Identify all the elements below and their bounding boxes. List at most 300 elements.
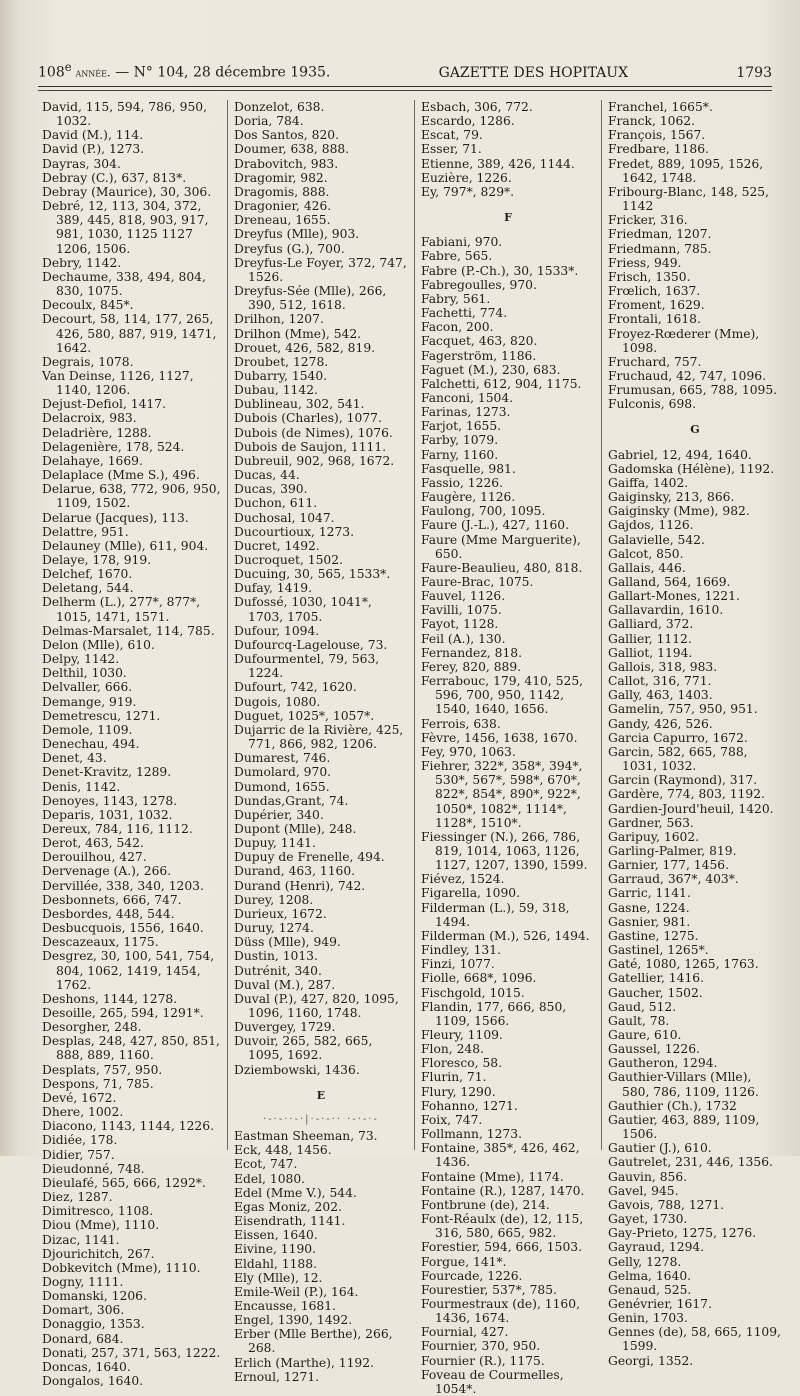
index-entry: Didier, 757. [42, 1147, 115, 1162]
index-entry: Gabriel, 12, 494, 1640. [608, 447, 752, 462]
index-entry: Esbach, 306, 772. [421, 100, 533, 114]
index-entry: Fruchard, 757. [608, 354, 702, 369]
index-entry: Fassio, 1226. [421, 475, 504, 490]
index-entry: Flandin, 177, 666, 850, 1109, 1566. [421, 999, 567, 1028]
index-entry: Dreyfus (G.), 700. [234, 241, 345, 256]
index-entry: Gaiginsky (Mme), 982. [608, 504, 750, 519]
index-entry: Esser, 71. [421, 142, 482, 157]
index-entry: Frisch, 1350. [608, 269, 691, 284]
index-entry: Garling-Palmer, 819. [608, 843, 737, 858]
index-entry: Gaucher, 1502. [608, 985, 703, 1000]
index-entry: Duruy, 1274. [234, 921, 314, 936]
index-entry: Fabiani, 970. [421, 235, 503, 250]
index-entry: Dumolard, 970. [234, 765, 332, 780]
index-entry: Despons, 71, 785. [42, 1076, 154, 1091]
index-entry: Genévrier, 1617. [608, 1296, 712, 1311]
index-entry: Durey, 1208. [234, 892, 314, 907]
index-entry: Galliard, 372. [608, 617, 694, 632]
index-entry: Ernoul, 1271. [234, 1369, 320, 1384]
index-entry: Edel, 1080. [234, 1171, 306, 1186]
index-entry: Delarue (Jacques), 113. [42, 510, 189, 525]
index-entry: Farinas, 1273. [421, 405, 511, 420]
index-entry: Dujarric de la Rivière, 425, 771, 866, 982, 1206. [234, 722, 404, 752]
index-entry: Dubau, 1142. [234, 383, 318, 398]
index-entry: Deshons, 1144, 1278. [42, 991, 178, 1006]
index-entry: Gault, 78. [608, 1013, 670, 1028]
index-entry: Delagenière, 178, 524. [42, 439, 185, 454]
index-entry: Galcot, 850. [608, 546, 684, 561]
index-entry: Debré, 12, 113, 304, 372, 389, 445, 818, 903, 917, 981, 1030, 1125 1127 1206, 1506. [42, 199, 209, 256]
index-entry: Fischgold, 1015. [421, 985, 525, 1000]
index-entry: Fourmestraux (de), 1160, 1436, 1674. [421, 1296, 580, 1326]
section-letter: E [316, 1088, 326, 1102]
index-entry: Desorgher, 248. [42, 1020, 142, 1035]
index-entry: Georgi, 1352. [608, 1353, 694, 1368]
index-entry: Gay-Prieto, 1275, 1276. [608, 1226, 757, 1241]
index-entry: Fontaine (R.), 1287, 1470. [421, 1183, 585, 1198]
index-entry: Doncas, 1640. [42, 1359, 131, 1374]
index-entry: Floresco, 58. [421, 1056, 502, 1071]
index-entry: Dupérier, 340. [234, 807, 324, 822]
index-entry: Desoille, 265, 594, 1291*. [42, 1006, 204, 1020]
index-entry: Gatellier, 1416. [608, 971, 704, 986]
index-entry: Gastinel, 1265*. [608, 943, 709, 958]
index-entry: Flon, 248. [421, 1042, 484, 1057]
index-entry: Falchetti, 612, 904, 1175. [421, 376, 582, 391]
index-entry: Ducret, 1492. [234, 538, 320, 553]
index-entry: Fleury, 1109. [421, 1028, 503, 1042]
index-entry: Delthil, 1030. [42, 666, 127, 681]
index-entry: Encausse, 1681. [234, 1298, 336, 1313]
index-entry: Fontaine, 385*, 426, 462, 1436. [421, 1141, 580, 1170]
index-entry: Delaye, 178, 919. [42, 553, 152, 567]
index-entry: Denechau, 494. [42, 737, 140, 752]
volume-suffix: e [64, 60, 72, 74]
index-entry: Gasnier, 981. [608, 914, 691, 929]
index-entry: Garraud, 367*, 403*. [608, 872, 739, 887]
index-entry: Dragonier, 426. [234, 199, 332, 214]
index-entry: Delattre, 951. [42, 524, 129, 539]
index-entry: Fernandez, 818. [421, 645, 523, 660]
index-entry: Desbordes, 448, 544. [42, 906, 175, 921]
index-entry: Gallavardin, 1610. [608, 603, 724, 618]
index-entry: Devé, 1672. [42, 1090, 117, 1105]
index-entry: Duchosal, 1047. [234, 510, 335, 525]
index-entry: Garnier, 177, 1456. [608, 858, 729, 873]
index-entry: Duchon, 611. [234, 496, 318, 511]
index-entry: Gardère, 774, 803, 1192. [608, 787, 765, 802]
index-entry: Diacono, 1143, 1144, 1226. [42, 1119, 214, 1134]
index-entry: Faugère, 1126. [421, 490, 516, 505]
index-entry: Fohanno, 1271. [421, 1098, 518, 1113]
index-entry: Feil (A.), 130. [421, 631, 506, 646]
index-entry: Gamelin, 757, 950, 951. [608, 702, 758, 717]
index-entry: Friess, 949. [608, 255, 682, 270]
index-entry: Drabovitch, 983. [234, 156, 339, 171]
section-letter: G [690, 423, 700, 437]
index-entry: Delaplace (Mme S.), 496. [42, 468, 200, 483]
index-entry: Delmas-Marsalet, 114, 785. [42, 623, 215, 638]
index-entry: Dizac, 1141. [42, 1232, 120, 1247]
index-entry: Derouilhou, 427. [42, 850, 147, 865]
index-entry: Dufay, 1419. [234, 581, 312, 596]
index-entry: Gautheron, 1294. [608, 1056, 718, 1071]
index-entry: Friedmann, 785. [608, 241, 712, 256]
index-entry: Dubois (de Nimes), 1076. [234, 425, 393, 440]
index-entry: Desbonnets, 666, 747. [42, 892, 182, 907]
index-entry: Callot, 316, 771. [608, 674, 712, 689]
index-entry: Etienne, 389, 426, 1144. [421, 156, 575, 171]
index-entry: Gastine, 1275. [608, 928, 699, 943]
index-entry: Gallois, 318, 983. [608, 659, 718, 674]
index-entry: Debray (C.), 637, 813*. [42, 170, 187, 185]
index-column-4 [601, 100, 788, 1368]
index-entry: Dufourt, 742, 1620. [234, 680, 357, 695]
index-entry: Dobkevitch (Mme), 1110. [42, 1260, 201, 1275]
index-entry: Fabre (P.-Ch.), 30, 1533*. [421, 263, 579, 278]
index-entry: Faure-Beaulieu, 480, 818. [421, 560, 583, 575]
index-entry: Faulong, 700, 1095. [421, 504, 546, 519]
index-entry: Eastman Sheeman, 73. [234, 1129, 378, 1144]
index-entry: Donzelot, 638. [234, 100, 325, 114]
index-entry: David (P.), 1273. [42, 142, 145, 157]
index-entry: Facon, 200. [421, 320, 494, 335]
index-entry: Dhere, 1002. [42, 1105, 124, 1120]
index-entry: Diou (Mme), 1110. [42, 1218, 160, 1233]
index-entry: Garcin, 582, 665, 788, 1031, 1032. [608, 744, 748, 774]
index-entry: Ecot, 747. [234, 1157, 298, 1172]
index-entry: Fèvre, 1456, 1638, 1670. [421, 730, 578, 745]
index-entry: Gallart-Mones, 1221. [608, 589, 740, 604]
index-entry: Djourichitch, 267. [42, 1246, 155, 1261]
index-entry: Forgue, 141*. [421, 1254, 507, 1269]
index-entry: Frœlich, 1637. [608, 284, 701, 299]
index-entry: Dongalos, 1640. [42, 1374, 144, 1389]
index-entry: Garric, 1141. [608, 886, 691, 901]
index-entry: Eldahl, 1188. [234, 1256, 317, 1271]
index-entry: Faguet (M.), 230, 683. [421, 362, 561, 377]
index-entry: Desplats, 757, 950. [42, 1062, 163, 1077]
index-entry: Follmann, 1273. [421, 1127, 522, 1142]
index-entry: Fontbrune (de), 214. [421, 1197, 550, 1212]
index-entry: Egas Moniz, 202. [234, 1199, 342, 1214]
index-entry: Ducas, 390. [234, 482, 308, 497]
index-entry: Friedman, 1207. [608, 227, 712, 242]
index-entry: Dufossé, 1030, 1041*, 1703, 1705. [234, 595, 372, 624]
index-entry: Filderman (M.), 526, 1494. [421, 928, 590, 943]
index-entry: Gautrelet, 231, 446, 1356. [608, 1155, 773, 1170]
index-entry: Gautier (J.), 610. [608, 1141, 712, 1156]
index-entry: Dugois, 1080. [234, 694, 321, 709]
index-entry: Galavielle, 542. [608, 532, 705, 547]
index-entry: Deletang, 544. [42, 581, 134, 596]
index-entry: Dragomis, 888. [234, 184, 330, 199]
index-entry: Gauthier-Villars (Mlle), 580, 786, 1109, 1126. [608, 1070, 759, 1099]
index-entry: Fribourg-Blanc, 148, 525, 1142 [608, 184, 770, 214]
index-entry: Eivine, 1190. [234, 1242, 317, 1257]
index-entry: Farny, 1160. [421, 447, 499, 462]
index-entry: Dimitresco, 1108. [42, 1204, 154, 1219]
index-entry: Fanconi, 1504. [421, 390, 514, 405]
index-entry: Donard, 684. [42, 1331, 124, 1346]
index-entry: Gaiffa, 1402. [608, 475, 689, 490]
index-entry: Dubarry, 1540. [234, 368, 328, 383]
index-entry: Durand (Henri), 742. [234, 878, 366, 893]
section-ornament: ·-·-··-·|·-·-·· ·-·-·- [263, 1113, 379, 1125]
index-entry: Ey, 797*, 829*. [421, 184, 515, 199]
index-entry: Fredet, 889, 1095, 1526, 1642, 1748. [608, 156, 764, 185]
index-entry: Fiessinger (N.), 266, 786, 819, 1014, 1063, 1126, 1127, 1207, 1390, 1599. [421, 829, 588, 873]
index-entry: Eck, 448, 1456. [234, 1143, 332, 1158]
index-entry: Dupuy, 1141. [234, 836, 316, 851]
index-entry: Gajdos, 1126. [608, 518, 694, 533]
index-entry: Fasquelle, 981. [421, 461, 516, 476]
index-entry: Garipuy, 1602. [608, 829, 700, 844]
index-entry: Dubois de Saujon, 1111. [234, 439, 387, 454]
index-entry: Dustin, 1013. [234, 949, 318, 964]
index-entry: Dundas,Grant, 74. [234, 793, 349, 808]
index-entry: Emile-Weil (P.), 164. [234, 1284, 359, 1299]
index-entry: Faure (J.-L.), 427, 1160. [421, 518, 570, 533]
index-entry: Franchel, 1665*. [608, 100, 713, 114]
index-entry: Deladrière, 1288. [42, 425, 152, 440]
index-entry: Dubois (Charles), 1077. [234, 411, 382, 426]
index-entry: Fauvel, 1126. [421, 589, 506, 604]
index-entry: Decourt, 58, 114, 177, 265, 426, 580, 887, 919, 1471, 1642. [42, 312, 217, 355]
index-entry: Dutrénit, 340. [234, 963, 322, 978]
index-entry: Delacroix, 983. [42, 411, 137, 426]
index-entry: Diez, 1287. [42, 1190, 113, 1205]
issue-info [38, 60, 330, 81]
index-entry: Gayraud, 1294. [608, 1240, 705, 1255]
index-entry: Dubreuil, 902, 968, 1672. [234, 453, 395, 468]
index-entry: Font-Réaulx (de), 12, 115, 316, 580, 665, 982. [421, 1212, 584, 1241]
index-entry: Garcia Capurro, 1672. [608, 730, 748, 745]
index-entry: Genaud, 525. [608, 1282, 692, 1297]
index-entry: Dreyfus-Sée (Mlle), 266, 390, 512, 1618. [234, 284, 387, 313]
index-entry: Ducourtioux, 1273. [234, 524, 355, 539]
index-entry: Gayet, 1730. [608, 1212, 688, 1227]
issue-date: — N° 104, 28 décembre 1935. [110, 64, 331, 81]
index-entry: Fiehrer, 322*, 358*, 394*, 530*, 567*, 598*, 670*, 822*, 854*, 890*, 922*, 1050*, 1082*, 1114*, 1128*, 1510*. [421, 759, 583, 830]
index-entry: Flurin, 71. [421, 1070, 487, 1085]
index-entry: Foveau de Courmelles, 1054*. [421, 1367, 564, 1396]
index-entry: Degrais, 1078. [42, 354, 134, 369]
index-entry: Fiévez, 1524. [421, 872, 505, 887]
index-entry: Demange, 919. [42, 694, 137, 709]
index-entry: Fabry, 561. [421, 291, 491, 306]
index-entry: Favilli, 1075. [421, 603, 502, 618]
index-entry: Demole, 1109. [42, 722, 133, 737]
index-entry: Gallais, 446. [608, 560, 686, 575]
index-entry: Ferrois, 638. [421, 716, 501, 731]
index-entry: Dogny, 1111. [42, 1274, 124, 1289]
index-entry: Dufour, 1094. [234, 623, 320, 638]
index-entry: Dejust-Defiol, 1417. [42, 397, 166, 412]
index-column-1 [40, 100, 227, 1389]
index-entry: Gauthier (Ch.), 1732 [608, 1098, 737, 1113]
index-entry: Domart, 306. [42, 1303, 125, 1318]
index-column-2 [227, 100, 414, 1384]
index-entry: Decoulx, 845*. [42, 298, 134, 313]
header-rule-top [38, 86, 772, 87]
index-entry: Van Deinse, 1126, 1127, 1140, 1206. [42, 368, 194, 398]
index-entry: Gally, 463, 1403. [608, 688, 713, 703]
index-entry: Dos Santos, 820. [234, 128, 340, 143]
index-entry: Engel, 1390, 1492. [234, 1313, 353, 1328]
index-entry: Doria, 784. [234, 114, 304, 129]
index-entry: Denoyes, 1143, 1278. [42, 793, 178, 808]
index-entry: Gennes (de), 58, 665, 1109, 1599. [608, 1325, 781, 1354]
index-entry: Dufourmentel, 79, 563, 1224. [234, 652, 380, 681]
index-entry: Descazeaux, 1175. [42, 935, 159, 950]
index-entry: Finzi, 1077. [421, 957, 495, 972]
index-entry: François, 1567. [608, 128, 706, 143]
index-entry: Ducuing, 30, 565, 1533*. [234, 567, 391, 582]
index-entry: Gavois, 788, 1271. [608, 1197, 725, 1212]
index-entry: Eisendrath, 1141. [234, 1214, 346, 1229]
index-entry: Gavel, 945. [608, 1183, 679, 1198]
index-entry: Donati, 257, 371, 563, 1222. [42, 1345, 221, 1360]
index-entry: Fournial, 427. [421, 1325, 509, 1340]
index-entry: Gautier, 463, 889, 1109, 1506. [608, 1112, 760, 1142]
index-entry: Galliot, 1194. [608, 645, 693, 660]
index-entry: Dufourcq-Lagelouse, 73. [234, 637, 388, 652]
index-entry: Gaud, 512. [608, 999, 677, 1014]
index-entry: Froyez-Rœderer (Mme), 1098. [608, 326, 760, 355]
index-entry: Denis, 1142. [42, 779, 121, 794]
index-entry: Dereux, 784, 116, 1112. [42, 821, 193, 836]
index-entry: Ely (Mlle), 12. [234, 1270, 323, 1285]
index-entry: Dreyfus (Mlle), 903. [234, 227, 360, 242]
index-entry: Ducas, 44. [234, 468, 300, 483]
index-entry: Gauvin, 856. [608, 1169, 688, 1184]
index-columns [40, 100, 790, 1396]
index-entry: Fiolle, 668*, 1096. [421, 971, 537, 986]
index-entry: Duguet, 1025*, 1057*. [234, 708, 375, 723]
index-entry: Gelma, 1640. [608, 1268, 692, 1283]
index-entry: Dreyfus-Le Foyer, 372, 747, 1526. [234, 255, 407, 284]
index-entry: Eissen, 1640. [234, 1228, 318, 1243]
index-entry: Fabre, 565. [421, 249, 493, 264]
index-entry: Gallier, 1112. [608, 631, 692, 646]
index-entry: Delherm (L.), 277*, 877*, 1015, 1471, 1571. [42, 595, 201, 624]
index-entry: Desbucquois, 1556, 1640. [42, 921, 204, 936]
volume-number: 108 [38, 64, 65, 81]
index-entry: Farjot, 1655. [421, 419, 502, 434]
index-entry: Euzière, 1226. [421, 170, 512, 185]
index-entry: Donaggio, 1353. [42, 1317, 145, 1332]
index-entry: Dechaume, 338, 494, 804, 830, 1075. [42, 269, 206, 299]
index-entry: Genin, 1703. [608, 1311, 688, 1326]
index-entry: David (M.), 114. [42, 128, 144, 143]
index-entry: Durand, 463, 1160. [234, 864, 356, 879]
index-entry: Fournier, 370, 950. [421, 1339, 541, 1354]
index-entry: Gasne, 1224. [608, 900, 690, 915]
index-entry: Gadomska (Hélène), 1192. [608, 461, 775, 476]
index-entry: Ferrabouc, 179, 410, 525, 596, 700, 950, 1142, 1540, 1640, 1656. [421, 674, 584, 717]
index-entry: Gardner, 563. [608, 815, 694, 830]
index-entry: Düss (Mlle), 949. [234, 935, 341, 950]
index-entry: Drouet, 426, 582, 819. [234, 340, 376, 355]
index-entry: Edel (Mme V.), 544. [234, 1185, 357, 1200]
index-entry: Findley, 131. [421, 943, 501, 958]
index-entry: Delarue, 638, 772, 906, 950, 1109, 1502. [42, 482, 221, 511]
index-entry: Galland, 564, 1669. [608, 575, 731, 589]
index-entry: Demetrescu, 1271. [42, 708, 161, 723]
index-entry: Desgrez, 30, 100, 541, 754, 804, 1062, 1419, 1454, 1762. [42, 949, 215, 992]
index-entry: Franck, 1062. [608, 114, 696, 129]
index-entry: Fricker, 316. [608, 213, 688, 228]
index-entry: Dziembowski, 1436. [234, 1062, 360, 1077]
index-entry: Duvoir, 265, 582, 665, 1095, 1692. [234, 1034, 373, 1063]
index-entry: Garcin (Raymond), 317. [608, 773, 758, 788]
index-entry: Faure (Mme Marguerite), 650. [421, 532, 581, 561]
index-entry: Erber (Mlle Berthe), 266, 268. [234, 1327, 393, 1356]
index-entry: Dervenage (A.), 266. [42, 864, 172, 879]
index-entry: Derot, 463, 542. [42, 836, 144, 851]
section-letter: F [504, 211, 512, 225]
index-column-3 [414, 100, 601, 1396]
index-entry: Denet, 43. [42, 751, 107, 766]
index-entry: Dervillée, 338, 340, 1203. [42, 878, 204, 893]
index-entry: Debry, 1142. [42, 255, 122, 270]
index-entry: Didiée, 178. [42, 1133, 118, 1148]
index-entry: Duval (P.), 427, 820, 1095, 1096, 1160, 1748. [234, 991, 399, 1020]
index-entry: Escardo, 1286. [421, 114, 515, 129]
index-entry: Forestier, 594, 666, 1503. [421, 1240, 583, 1255]
index-entry: Dragomir, 982. [234, 170, 328, 185]
index-entry: Fourestier, 537*, 785. [421, 1282, 557, 1297]
index-entry: Delahaye, 1669. [42, 453, 143, 468]
index-entry: Fontaine (Mme), 1174. [421, 1169, 564, 1184]
index-entry: Filderman (L.), 59, 318, 1494. [421, 900, 570, 929]
index-entry: Foix, 747. [421, 1112, 483, 1127]
index-entry: Fayot, 1128. [421, 617, 499, 632]
index-entry: Desplas, 248, 427, 850, 851, 888, 889, 1160. [42, 1034, 220, 1063]
index-entry: Fulconis, 698. [608, 397, 697, 412]
index-entry: Domanski, 1206. [42, 1289, 147, 1304]
header-rule-bottom [38, 90, 772, 91]
index-entry: Gaté, 1080, 1265, 1763. [608, 957, 759, 972]
index-entry: Fournier (R.), 1175. [421, 1353, 545, 1368]
index-entry: Flury, 1290. [421, 1084, 496, 1099]
index-entry: Faure-Brac, 1075. [421, 575, 534, 589]
index-entry: Denet-Kravitz, 1289. [42, 765, 172, 780]
index-entry: Dupuy de Frenelle, 494. [234, 850, 385, 865]
index-entry: Droubet, 1278. [234, 354, 329, 369]
index-entry: Fagerström, 1186. [421, 348, 537, 363]
index-entry: Drilhon, 1207. [234, 312, 324, 327]
index-entry: Dumond, 1655. [234, 779, 330, 794]
index-entry: Debray (Maurice), 30, 306. [42, 184, 212, 199]
index-entry: Gaiginsky, 213, 866. [608, 490, 735, 505]
index-entry: Delpy, 1142. [42, 652, 120, 667]
index-entry: Doumer, 638, 888. [234, 142, 350, 157]
journal-title: GAZETTE DES HOPITAUX [438, 64, 629, 81]
index-entry: Ferey, 820, 889. [421, 659, 522, 674]
index-entry: Dublineau, 302, 541. [234, 397, 365, 412]
index-entry: Frumusan, 665, 788, 1095. [608, 383, 778, 398]
index-entry: Fredbare, 1186. [608, 142, 709, 157]
index-entry: Deparis, 1031, 1032. [42, 807, 173, 822]
index-entry: Delauney (Mlle), 611, 904. [42, 538, 209, 553]
index-entry: Erlich (Marthe), 1192. [234, 1355, 374, 1370]
index-entry: Fachetti, 774. [421, 306, 508, 321]
volume-word: année. [71, 65, 111, 80]
index-entry: Durieux, 1672. [234, 906, 327, 921]
index-entry: Fabregoulles, 970. [421, 277, 537, 292]
